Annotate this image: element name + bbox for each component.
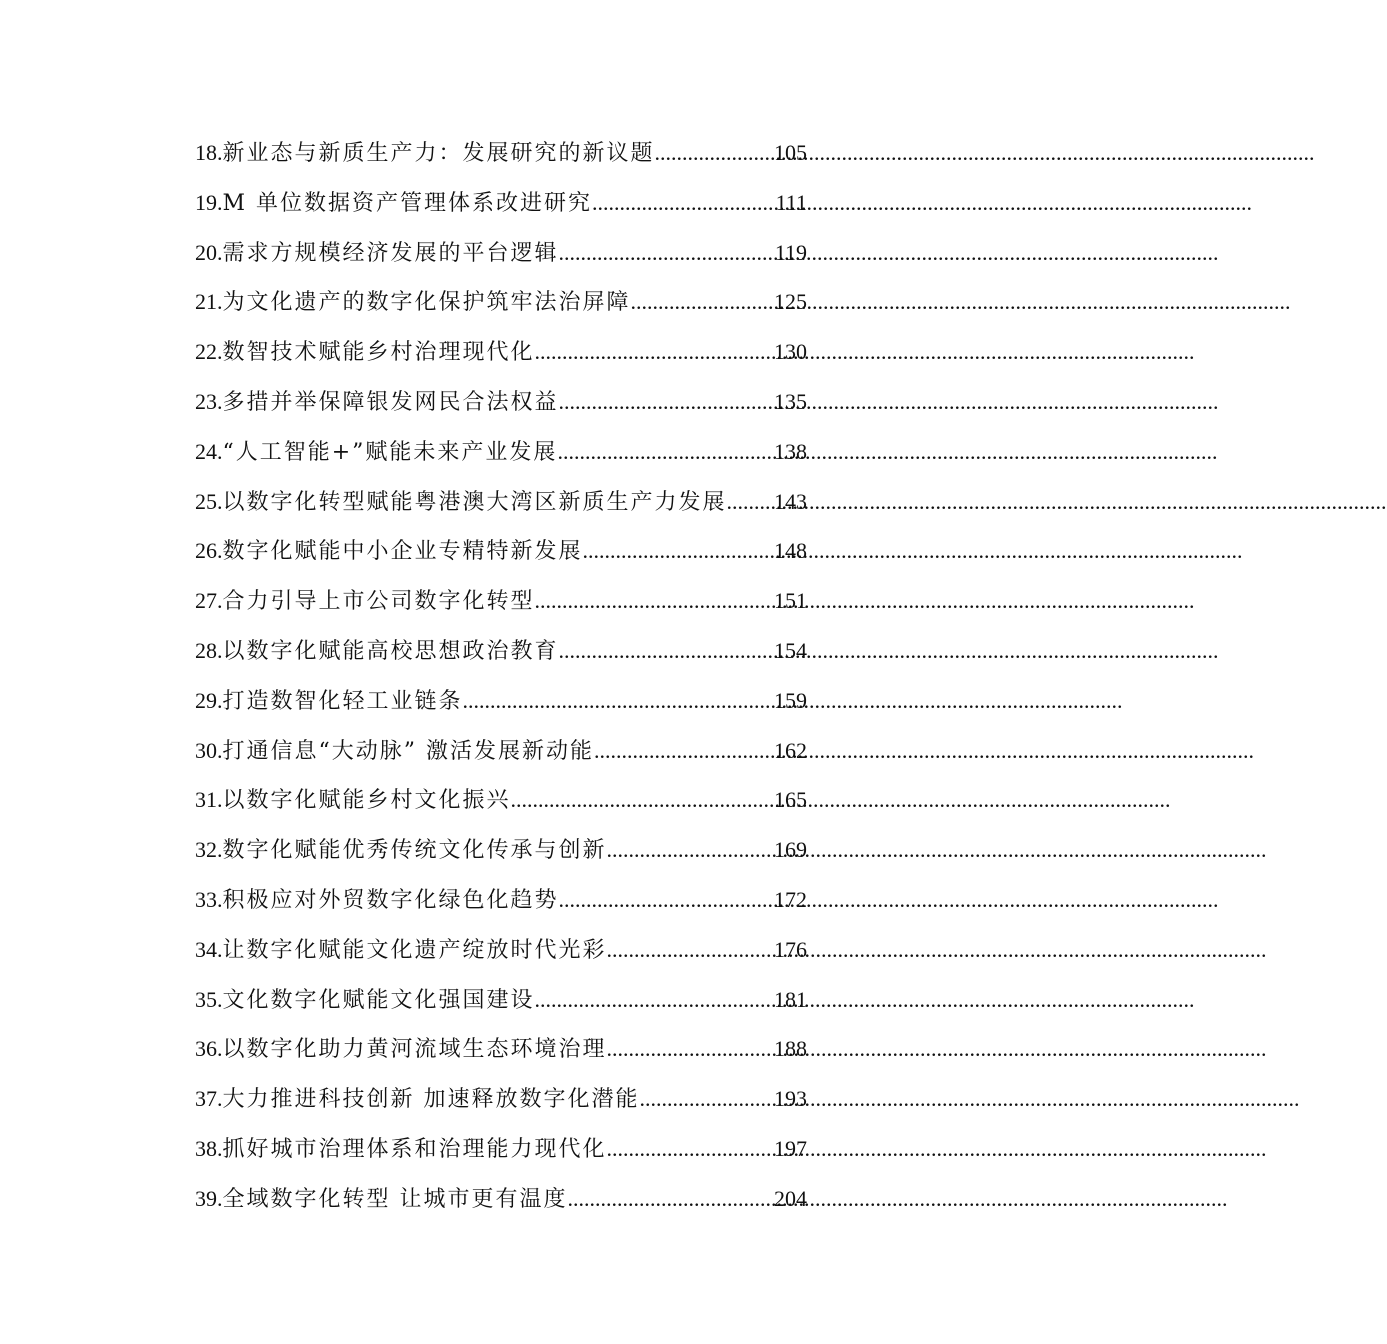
- toc-leader-dots: [655, 128, 774, 178]
- toc-entry[interactable]: [195, 477, 807, 527]
- toc-entry-title: 合力引导上市公司数字化转型: [222, 589, 535, 615]
- toc-leader-dots: [559, 626, 774, 676]
- toc-entry-number: 37.: [195, 1086, 223, 1112]
- toc-leader-dots: [559, 228, 775, 278]
- toc-entry[interactable]: [195, 427, 807, 477]
- toc-entry-page: 111: [775, 189, 807, 215]
- toc-leader-dots: [535, 576, 774, 626]
- toc-leader-dots: [640, 1074, 775, 1124]
- toc-entry-title: 以数字化赋能乡村文化振兴: [222, 788, 511, 814]
- toc-entry-number: 18.: [195, 140, 223, 165]
- toc-leader-dots: [607, 1124, 774, 1174]
- toc-entry-number: 33.: [195, 886, 223, 912]
- toc-entry-page: 159: [774, 687, 807, 713]
- toc-entry[interactable]: [195, 1074, 807, 1124]
- toc-entry-number: 27.: [195, 588, 223, 614]
- toc-entry-title: “人工智能+”赋能未来产业发展: [222, 439, 558, 465]
- toc-entry-page: 193: [774, 1086, 807, 1112]
- toc-entry-number: 21.: [195, 289, 223, 315]
- toc-entry-title: 打通信息“大动脉” 激活发展新动能: [222, 738, 594, 764]
- toc-entry-title: 多措并举保障银发网民合法权益: [222, 389, 559, 415]
- toc-entry-number: 20.: [195, 239, 223, 265]
- toc-entry[interactable]: [195, 875, 807, 925]
- toc-entry-page: 197: [774, 1135, 807, 1161]
- table-of-contents: [195, 128, 807, 1224]
- toc-entry-number: 24.: [195, 438, 223, 464]
- toc-entry-title: 新业态与新质生产力：发展研究的新议题: [222, 141, 655, 166]
- toc-entry[interactable]: [195, 1174, 807, 1224]
- toc-entry-page: 143: [774, 488, 807, 514]
- toc-entry-page: 162: [774, 737, 807, 763]
- toc-entry-title: 以数字化赋能高校思想政治教育: [222, 638, 559, 664]
- toc-entry[interactable]: [195, 128, 807, 178]
- toc-entry-number: 23.: [195, 388, 223, 414]
- toc-entry-title: 文化数字化赋能文化强国建设: [222, 987, 535, 1013]
- toc-entry-page: 130: [774, 339, 807, 365]
- toc-entry-title: M 单位数据资产管理体系改进研究: [222, 190, 593, 216]
- toc-entry-number: 29.: [195, 687, 223, 713]
- toc-entry-page: 154: [774, 637, 807, 663]
- toc-entry-title: 全域数字化转型 让城市更有温度: [222, 1186, 568, 1212]
- toc-leader-dots: [607, 825, 774, 875]
- toc-entry-title: 以数字化转型赋能粤港澳大湾区新质生产力发展: [222, 489, 727, 515]
- toc-entry-title: 为文化遗产的数字化保护筑牢法治屏障: [222, 290, 631, 316]
- toc-entry-page: 181: [774, 986, 807, 1012]
- toc-entry-number: 30.: [195, 737, 223, 763]
- toc-entry[interactable]: [195, 775, 807, 825]
- toc-entry[interactable]: [195, 726, 807, 776]
- toc-leader-dots: [559, 377, 774, 427]
- toc-entry[interactable]: [195, 277, 807, 327]
- toc-entry-number: 32.: [195, 837, 223, 863]
- toc-entry[interactable]: [195, 178, 807, 228]
- toc-entry[interactable]: [195, 626, 807, 676]
- toc-entry-page: 176: [774, 936, 807, 962]
- toc-entry-title: 需求方规模经济发展的平台逻辑: [222, 240, 559, 266]
- toc-entry-page: 125: [774, 289, 807, 315]
- toc-leader-dots: [535, 975, 774, 1025]
- toc-entry[interactable]: [195, 228, 807, 278]
- toc-entry-page: 138: [774, 438, 807, 464]
- toc-entry[interactable]: [195, 327, 807, 377]
- toc-entry[interactable]: [195, 1024, 807, 1074]
- toc-entry-number: 26.: [195, 538, 223, 564]
- toc-leader-dots: [583, 526, 774, 576]
- toc-entry-number: 34.: [195, 936, 223, 962]
- toc-entry[interactable]: [195, 576, 807, 626]
- toc-entry[interactable]: [195, 1124, 807, 1174]
- toc-entry-number: 35.: [195, 986, 223, 1012]
- toc-entry-number: 38.: [195, 1135, 223, 1161]
- toc-leader-dots: [607, 925, 774, 975]
- toc-entry[interactable]: [195, 377, 807, 427]
- toc-entry[interactable]: [195, 825, 807, 875]
- toc-entry-page: 105: [774, 140, 807, 165]
- toc-entry-page: 169: [774, 837, 807, 863]
- toc-leader-dots: [557, 427, 774, 477]
- toc-entry-page: 204: [774, 1185, 807, 1211]
- toc-entry-title: 数智技术赋能乡村治理现代化: [222, 340, 535, 366]
- toc-leader-dots: [463, 676, 774, 726]
- toc-entry[interactable]: [195, 925, 807, 975]
- toc-entry-number: 31.: [195, 787, 223, 813]
- toc-leader-dots: [607, 1024, 774, 1074]
- toc-leader-dots: [511, 775, 774, 825]
- toc-entry-number: 28.: [195, 637, 223, 663]
- toc-entry-number: 19.: [195, 189, 223, 215]
- toc-entry-number: 36.: [195, 1036, 223, 1062]
- toc-entry-page: 165: [774, 787, 807, 813]
- toc-entry-title: 数字化赋能中小企业专精特新发展: [222, 539, 583, 565]
- toc-entry-page: 151: [774, 588, 807, 614]
- toc-entry-title: 打造数智化轻工业链条: [222, 688, 463, 714]
- toc-entry-page: 148: [774, 538, 807, 564]
- toc-leader-dots: [535, 327, 774, 377]
- toc-entry-title: 大力推进科技创新 加速释放数字化潜能: [222, 1087, 640, 1113]
- toc-leader-dots: [727, 477, 774, 527]
- toc-entry-title: 以数字化助力黄河流域生态环境治理: [222, 1037, 607, 1063]
- toc-leader-dots: [568, 1174, 775, 1224]
- toc-entry-title: 抓好城市治理体系和治理能力现代化: [222, 1136, 607, 1162]
- toc-entry-number: 22.: [195, 339, 223, 365]
- toc-leader-dots: [592, 178, 776, 228]
- toc-entry-page: 188: [774, 1036, 807, 1062]
- toc-leader-dots: [559, 875, 774, 925]
- toc-entry-title: 数字化赋能优秀传统文化传承与创新: [222, 838, 607, 864]
- toc-entry-title: 积极应对外贸数字化绿色化趋势: [222, 887, 559, 913]
- toc-entry[interactable]: [195, 526, 807, 576]
- toc-entry-number: 39.: [195, 1185, 223, 1211]
- toc-entry-title: 让数字化赋能文化遗产绽放时代光彩: [222, 937, 607, 963]
- toc-entry-number: 25.: [195, 488, 223, 514]
- toc-entry[interactable]: [195, 975, 807, 1025]
- toc-entry-page: 172: [774, 886, 807, 912]
- toc-entry[interactable]: [195, 676, 807, 726]
- toc-entry-page: 119: [774, 239, 807, 265]
- toc-leader-dots: [631, 277, 774, 327]
- toc-entry-page: 135: [774, 388, 807, 414]
- toc-leader-dots: [594, 726, 774, 776]
